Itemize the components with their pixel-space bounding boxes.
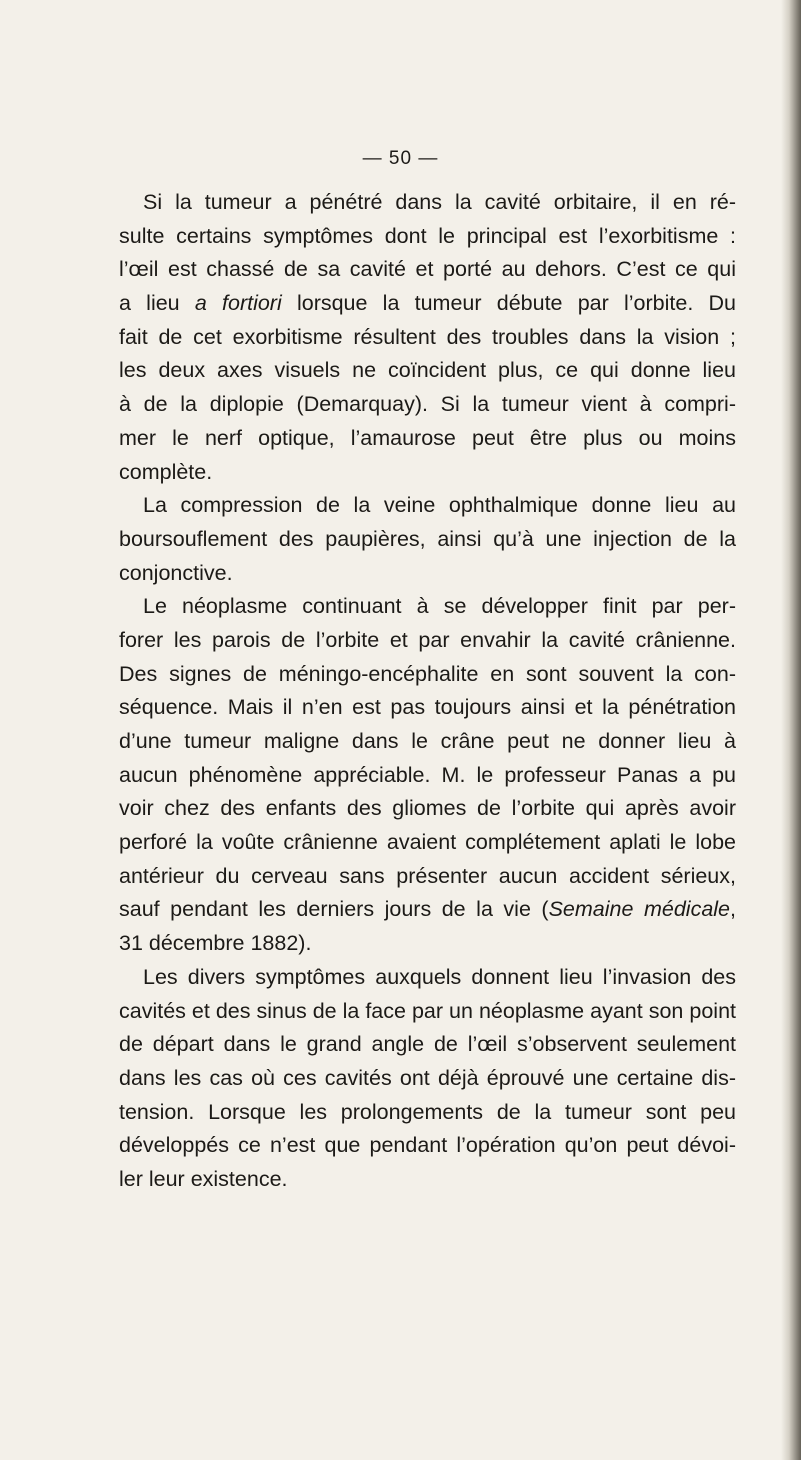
text-line: [119, 691, 736, 725]
text-run: séquence. Mais il n’en est pas toujours ainsi et la pénétration: [119, 695, 736, 720]
text-run: cavités et des sinus de la face par un néoplasme ayant son point: [119, 998, 736, 1023]
text-line: [119, 456, 736, 490]
text-run: forer les parois de l’orbite et par envahir la cavité crânienne.: [119, 627, 736, 652]
text-line: [119, 1062, 736, 1096]
text-line: [119, 893, 736, 927]
text-line: [119, 354, 736, 388]
text-line: [119, 186, 736, 220]
text-line: [119, 860, 736, 894]
text-line: [119, 523, 736, 557]
text-run: dans les cas où ces cavités ont déjà éprouvé une certaine dis-: [119, 1065, 736, 1090]
page-binding-edge: [781, 0, 801, 1460]
text-line: [119, 624, 736, 658]
text-run: à de la diplopie (Demarquay). Si la tumeur vient à compri-: [119, 392, 736, 417]
text-line: [119, 995, 736, 1029]
text-line: [119, 1096, 736, 1130]
text-run: Le néoplasme continuant à se développer finit par per-: [143, 594, 736, 619]
text-line: [119, 1163, 736, 1197]
text-run: sulte certains symptômes dont le principal est l’exorbitisme :: [119, 223, 736, 248]
text-run: ler leur existence.: [119, 1166, 288, 1191]
text-run: complète.: [119, 459, 213, 484]
text-run: boursouflement des paupières, ainsi qu’à une injection de la: [119, 526, 736, 551]
text-line: [119, 1129, 736, 1163]
text-run: mer le nerf optique, l’amaurose peut être plus ou moins: [119, 425, 736, 450]
text-run: Les divers symptômes auxquels donnent lieu l’invasion des: [143, 964, 736, 989]
italic-text: a fortiori: [194, 291, 282, 316]
text-run: Si la tumeur a pénétré dans la cavité orbitaire, il en ré-: [143, 190, 736, 214]
text-run: conjonctive.: [119, 560, 233, 585]
text-line: [119, 826, 736, 860]
text-run: fait de cet exorbitisme résultent des troubles dans la vision ;: [119, 324, 736, 349]
text-line: [119, 557, 736, 591]
text-run: tension. Lorsque les prolongements de la tumeur sont peu: [119, 1099, 736, 1124]
text-line: [119, 422, 736, 456]
text-run: ,: [730, 897, 736, 922]
page-number: — 50 —: [362, 148, 439, 169]
text-line: [119, 759, 736, 793]
text-run: Des signes de méningo-encéphalite en sont souvent la con-: [119, 661, 736, 686]
text-run: voir chez des enfants des gliomes de l’orbite qui après avoir: [119, 796, 736, 821]
text-run: lorsque la tumeur débute par l’orbite. Du: [281, 291, 736, 316]
text-line: [119, 658, 736, 692]
italic-text: Semaine médicale: [548, 897, 731, 922]
body-text: [119, 186, 736, 1197]
text-line: [119, 927, 736, 961]
text-line: [119, 321, 736, 355]
text-line: [119, 220, 736, 254]
text-run: sauf pendant les derniers jours de la vie (: [119, 897, 549, 922]
text-line: [119, 961, 736, 995]
text-run: les deux axes visuels ne coïncident plus, ce qui donne lieu: [119, 358, 736, 383]
text-line: [119, 253, 736, 287]
text-run: d’une tumeur maligne dans le crâne peut ne donner lieu à: [119, 729, 736, 753]
text-line: [119, 792, 736, 826]
text-line: [119, 590, 736, 624]
text-run: de départ dans le grand angle de l’œil s’observent seulement: [119, 1032, 736, 1057]
text-line: [119, 1028, 736, 1062]
text-run: aucun phénomène appréciable. M. le professeur Panas a pu: [119, 762, 736, 787]
text-run: développés ce n’est que pendant l’opération qu’on peut dévoi-: [119, 1133, 736, 1158]
text-line: [119, 287, 736, 321]
text-run: a lieu: [119, 291, 195, 316]
text-line: [119, 388, 736, 422]
text-run: perforé la voûte crânienne avaient complétement aplati le lobe: [119, 830, 736, 855]
text-run: l’œil est chassé de sa cavité et porté au dehors. C’est ce qui: [119, 257, 736, 282]
text-line: [119, 725, 736, 759]
text-run: 31 décembre 1882).: [119, 931, 312, 956]
text-run: La compression de la veine ophthalmique donne lieu au: [143, 493, 736, 518]
text-line: [119, 489, 736, 523]
text-run: antérieur du cerveau sans présenter aucun accident sérieux,: [119, 863, 736, 888]
